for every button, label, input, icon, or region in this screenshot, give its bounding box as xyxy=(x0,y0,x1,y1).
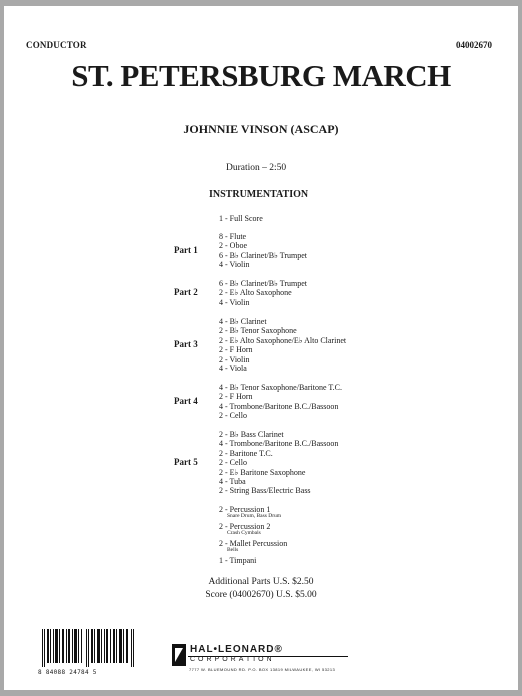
duration: Duration – 2:50 xyxy=(226,163,287,173)
score-price: Score (04002670) U.S. $5.00 xyxy=(205,590,317,600)
instrument-line: 2 - Baritone T.C. xyxy=(219,448,273,458)
instrument-line: 4 - Trombone/Baritone B.C./Bassoon xyxy=(219,439,339,449)
instrument-line: 4 - Viola xyxy=(219,364,247,373)
instrument-line: 2 - Cello xyxy=(219,458,247,468)
instrument-line: 2 - B♭ Bass Clarinet xyxy=(219,430,284,439)
instrument-line: 6 - B♭ Clarinet/B♭ Trumpet xyxy=(219,279,307,288)
instrument-line: 4 - B♭ Tenor Saxophone/Baritone T.C. xyxy=(219,383,342,392)
additional-parts-price: Additional Parts U.S. $2.50 xyxy=(208,577,314,587)
instrument-line: 2 - F Horn xyxy=(219,392,253,402)
instrument-line: 2 - E♭ Baritone Saxophone xyxy=(219,467,306,477)
instrument-line: 2 - E♭ Alto Saxophone/E♭ Alto Clarinet xyxy=(219,335,347,345)
catalog-number: 04002670 xyxy=(456,40,492,50)
instrument-line: 4 - Trombone/Baritone B.C./Bassoon xyxy=(219,401,339,411)
composer: JOHNNIE VINSON (ASCAP) xyxy=(183,122,339,136)
instrument-line: 2 - B♭ Tenor Saxophone xyxy=(219,326,297,336)
part-label: Part 2 xyxy=(174,287,198,298)
instrument-line: 4 - Violin xyxy=(219,260,250,270)
percussion-line: 2 - Mallet Percussion xyxy=(219,539,288,548)
page-title: ST. PETERSBURG MARCH xyxy=(71,58,451,93)
barcode-number: 8 84088 24784 5 xyxy=(38,669,97,676)
publisher-address: 7777 W. BLUEMOUND RD. P.O. BOX 13819 MILWAUKEE, WI 53213 xyxy=(189,667,336,672)
percussion-sub-line: Crash Cymbals xyxy=(227,530,261,536)
instrument-line: 4 - Tuba xyxy=(219,477,246,486)
part-label: Part 3 xyxy=(174,339,198,350)
instrument-line: 2 - Cello xyxy=(219,411,247,421)
percussion-sub-line: Snare Drum, Bass Drum xyxy=(227,513,282,519)
percussion-line: 2 - Percussion 1 xyxy=(219,505,271,514)
percussion-line: 2 - Percussion 2 xyxy=(219,522,271,531)
percussion-line: 1 - Timpani xyxy=(219,556,257,565)
instrument-line: 2 - String Bass/Electric Bass xyxy=(219,486,311,496)
instrument-line: 2 - F Horn xyxy=(219,345,253,355)
instrument-line: 6 - B♭ Clarinet/B♭ Trumpet xyxy=(219,250,307,260)
instrument-line: 4 - B♭ Clarinet xyxy=(219,317,267,326)
part-label: Part 5 xyxy=(174,456,198,467)
conductor-label: CONDUCTOR xyxy=(26,40,87,50)
full-score-line: 1 - Full Score xyxy=(219,214,263,223)
percussion-sub-line: Bells xyxy=(227,547,239,553)
instrument-line: 2 - Violin xyxy=(219,354,250,364)
barcode-image xyxy=(40,629,136,667)
instrumentation-heading: INSTRUMENTATION xyxy=(209,189,309,200)
part-label: Part 4 xyxy=(174,395,198,406)
instrument-line: 2 - E♭ Alto Saxophone xyxy=(219,288,292,298)
publisher-name: HAL•LEONARD® xyxy=(190,644,283,655)
instrument-line: 4 - Violin xyxy=(219,297,250,307)
score-page xyxy=(4,6,518,690)
part-label: Part 1 xyxy=(174,244,198,255)
publisher-subtitle: CORPORATION xyxy=(190,656,275,663)
instrument-line: 8 - Flute xyxy=(219,232,247,241)
instrument-line: 2 - Oboe xyxy=(219,241,247,251)
